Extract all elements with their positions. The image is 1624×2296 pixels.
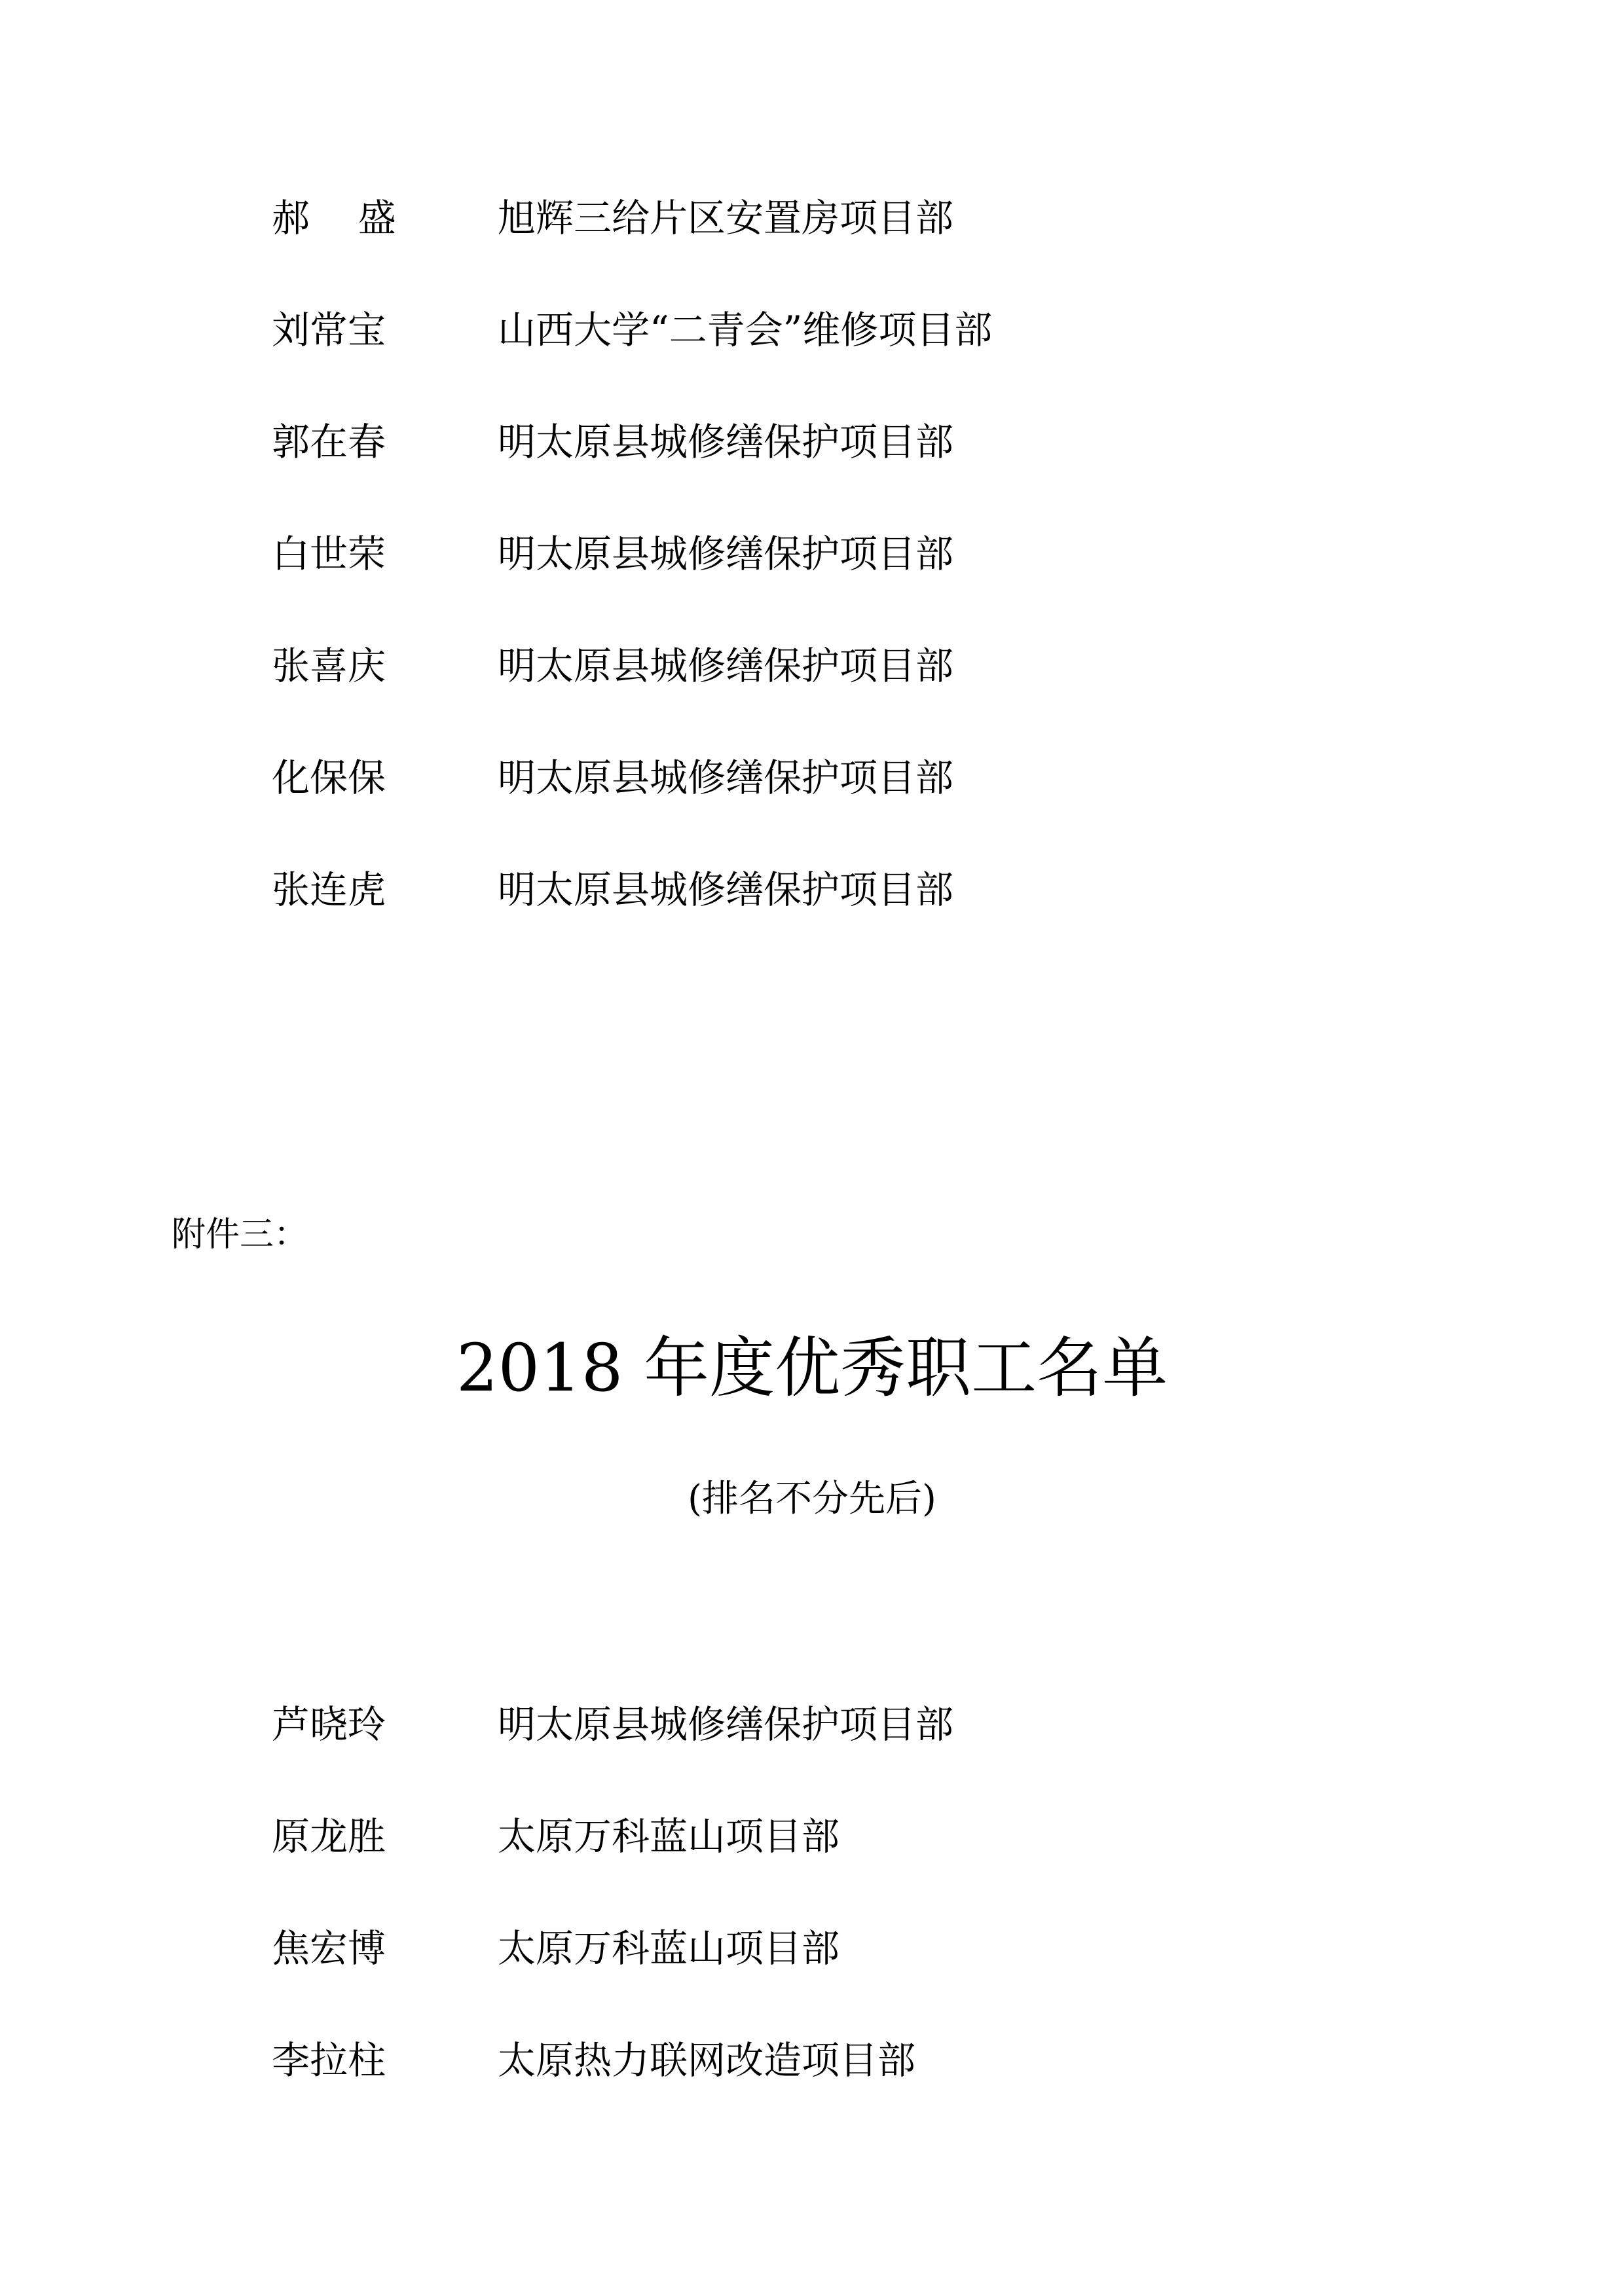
list-item [0, 1922, 1624, 1975]
list-item [0, 1698, 1624, 1751]
employee-name: 白世荣 [272, 532, 386, 576]
employee-department: 明太原县城修缮保护项目部 [498, 532, 954, 576]
employee-name: 张连虎 [272, 867, 386, 912]
employee-name: 郭在春 [272, 420, 386, 464]
employee-name: 李拉柱 [272, 2038, 386, 2083]
employee-name: 郝 盛 [272, 196, 396, 240]
employee-name: 原龙胜 [272, 1814, 386, 1859]
list-item [0, 528, 1624, 580]
list-item [0, 304, 1624, 356]
list-item [0, 2034, 1624, 2086]
employee-name: 化保保 [272, 756, 386, 800]
employee-name: 刘常宝 [272, 308, 386, 352]
list-item [0, 416, 1624, 468]
employee-department: 明太原县城修缮保护项目部 [498, 756, 954, 800]
list-item [0, 192, 1624, 244]
list-item [0, 1810, 1624, 1863]
employee-name: 张喜庆 [272, 644, 386, 688]
employee-department: 山西大学“二青会”维修项目部 [498, 308, 993, 352]
list-item [0, 640, 1624, 692]
employee-department: 太原万科蓝山项目部 [498, 1814, 840, 1859]
employee-department: 太原万科蓝山项目部 [498, 1926, 840, 1971]
employee-name: 焦宏博 [272, 1926, 386, 1971]
employee-department: 太原热力联网改造项目部 [498, 2038, 916, 2083]
employee-department: 旭辉三给片区安置房项目部 [498, 196, 954, 240]
list-item [0, 864, 1624, 916]
page-title: 2018 年度优秀职工名单 [456, 1330, 1168, 1406]
employee-department: 明太原县城修缮保护项目部 [498, 1702, 954, 1747]
employee-department: 明太原县城修缮保护项目部 [498, 867, 954, 912]
list-item [0, 752, 1624, 804]
attachment-label: 附件三： [172, 1215, 308, 1254]
employee-name: 芦晓玲 [272, 1702, 386, 1747]
employee-department: 明太原县城修缮保护项目部 [498, 420, 954, 464]
page-subtitle: (排名不分先后) [688, 1478, 936, 1520]
employee-department: 明太原县城修缮保护项目部 [498, 644, 954, 688]
